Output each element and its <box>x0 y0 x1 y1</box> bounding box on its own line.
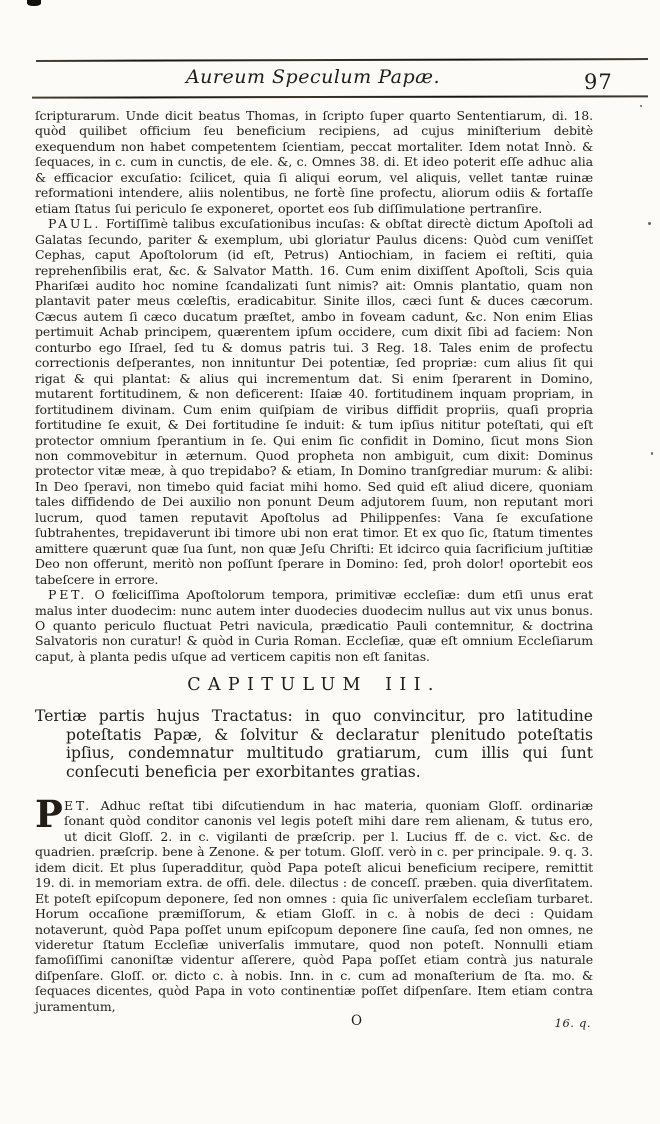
signature-mark: O <box>351 1013 362 1030</box>
speaker-label-paul: PAUL. <box>48 216 102 232</box>
paragraph-paul <box>35 216 593 587</box>
paragraph-pet <box>35 587 593 664</box>
paragraph-pet-final <box>35 791 593 1014</box>
paragraph-text: Fortiſſimè talibus excuſationibus incuſas: & obſtat directè dictum Apoſtoli ad Galatas ſecundo, pariter & exemplum, ubi gloriatur Paulus dicens: Quòd cum veniſſet Cephas, caput Apoſtolorum (id eſt, Petrus) Antiochiam, in faciem ei reſtiti, quia reprehenſibilis erat, &c. & Salvator Matth. 16. Cum enim dixiſſent Apoſtoli, Scis quia Phariſæi audito hoc nomine ſcandalizati ſunt nimis? ait: Omnis plantatio, quam non plantavit pater meus cœleſtis, eradicabitur. Sinite illos, cæci ſunt & duces cæcorum. Cæcus autem ſi cæco ducatum præſtet, ambo in foveam cadunt, &c. Non enim Elias pertimuit Achab principem, quærentem ipſum occidere, cum dixit ſibi ad faciem: Non conturbo ego Iſrael, ſed tu & domus patris tui. 3 Reg. 18. Tales enim de profectu correctionis deſperantes, non innituntur Dei potentiæ, ſed propriæ: cum alius ſit qui rigat & qui plantat: & alius qui incrementum dat. Si enim ſperarent in Domino, mutarent fortitudinem, & non deficerent: Iſaiæ 40. fortitudinem inquam propriam, in fortitudinem divinam. Cum enim quiſpiam de viribus diffidit propriis, quaſi propria fortitudine ſe exuit, & Dei fortitudine ſe induit: & tum ipſius nititur poteſtati, qui eſt protector omnium ſperantium in ſe. Qui enim ſic confidit in Domino, ſicut mons Sion non commovebitur in æternum. Quod propheta non ambiguit, cum dixit: Dominus protector vitæ meæ, à quo trepidabo? & etiam, In Domino tranſgrediar murum: & alibi: In Deo ſperavi, non timebo quid faciat mihi homo. Sed quid eſt aliud dicere, quoniam tales diffidendo de Dei auxilio non ponunt Deum adjutorem ſuum, non reputant mori lucrum, quod tamen reputavit Apoſtolus ad Philippenſes: Vana ſe excuſatione ſubtrahentes, trepidaverunt ibi timore ubi non erat timor. Et ex quo ſic, ſtatum timentes amittere quærunt quæ ſua ſunt, non quæ Jeſu Chriſti: Et idcirco quia ſacrificium juſtitiæ Deo non offerunt, meritò non poſſunt ſperare in Domino: ſed, proh dolor! oportebit eos tabeſcere in errore. <box>35 216 593 587</box>
paragraph-text: O fœliciſſima Apoſtolorum tempora, primitivæ eccleſiæ: dum etſi unus erat malus inter duodecim: nunc autem inter duodecies duodecim nullus aut vix unus bonus. O quanto periculo fluctuat Petri navicula, prædicatio Pauli contemnitur, & doctrina Salvatoris non curatur! & quòd in Curia Roman. Eccleſiæ, quæ eſt omnium Eccleſiarum caput, à planta pedis uſque ad verticem capitis non eſt ſanitas. <box>35 587 593 664</box>
catchword: 16. q. <box>554 1016 591 1031</box>
drop-cap-initial: P <box>35 791 63 836</box>
chapter-argument: Tertiæ partis hujus Tractatus: in quo convincitur, pro latitudine poteſtatis Papæ, & ſolvitur & declaratur plenitudo poteſtatis ipſius, condemnatur multitudo gratiarum, cum illis qui ſunt conſecuti beneficia per exorbitantes gratias. <box>35 706 593 782</box>
running-title: Aureum Speculum Papæ. <box>185 66 441 88</box>
ink-blot-mark <box>27 0 41 6</box>
header-rule-top <box>36 58 648 62</box>
scan-speck <box>651 452 653 455</box>
scan-speck <box>648 222 651 225</box>
page-number: 97 <box>584 70 613 94</box>
signature-row <box>35 1014 593 1031</box>
paragraph-text: ſcripturarum. Unde dicit beatus Thomas, in ſcripto ſuper quarto Sententiarum, di. 18. quòd quilibet officium ſeu beneficium recipiens, ad cujus miniſterium debitè exequendum non habet competentem ſcientiam, peccat mortaliter. Idem notat Innò. & ſequaces, in c. cum in cunctis, de ele. &, c. Omnes 38. di. Et ideo poterit eſſe adhuc alia & efficacior excuſatio: ſcilicet, quia ſi aliqui eorum, vel aliquis, vellet tantæ ruinæ reformationi intendere, aliis nolentibus, ne fortè ſine profectu, aliorum odiis & fortaſſe etiam ſtatus ſui periculo ſe exponeret, oportet eos ſub diſſimulatione pertranſire. <box>35 108 593 216</box>
paragraph-text: Adhuc reſtat tibi diſcutiendum in hac materia, quoniam Gloſſ. ordinariæ ſonant quòd conditor canonis vel legis poteſt mihi dare rem alienam, & tutus ero, ut dicit Gloſſ. 2. in c. vigilanti de præſcrip. per l. Lucius ff. de c. vict. &c. de quadrien. præſcrip. bene à Zenone. & per totum. Gloſſ. verò in c. per principale. 9. q. 3. idem dicit. Et plus ſuperadditur, quòd Papa poteſt alicui beneficium recipere, remittit 19. di. in memoriam extra. de offi. dele. dilectus : de conceſſ. præben. quia diverſitatem. Et poteſt epiſcopum deponere, ſed non omnes : quia ſic univerſalem eccleſiam turbaret. Horum occaſione præmiſſorum, & etiam Gloſſ. in c. à nobis de deci : Quidam notaverunt, quòd Papa poſſet unum epiſcopum deponere ſine cauſa, ſed non omnes, ne videretur ſtatum Eccleſiæ univerſalis immutare, quod non poteſt. Nonnulli etiam famoſiſſimi canoniſtæ videntur aſſerere, quòd Papa poſſet etiam contrà jus naturale diſpenſare. Gloſſ. or. dicto c. à nobis. Inn. in c. cum ad monaſterium de ſta. mo. & ſequaces dicentes, quòd Papa in voto continentiæ poſſet diſpenſare. Item etiam contra juramentum, <box>35 797 593 1014</box>
chapter-heading: CAPITULUM III. <box>187 675 441 696</box>
text-column <box>35 108 593 1031</box>
scan-speck <box>640 105 642 107</box>
header-rule-bottom <box>32 95 648 98</box>
speaker-label-pet: PET. <box>48 587 88 603</box>
speaker-label-pet-rest: ET. <box>64 797 92 813</box>
paragraph-continuation <box>35 108 593 216</box>
